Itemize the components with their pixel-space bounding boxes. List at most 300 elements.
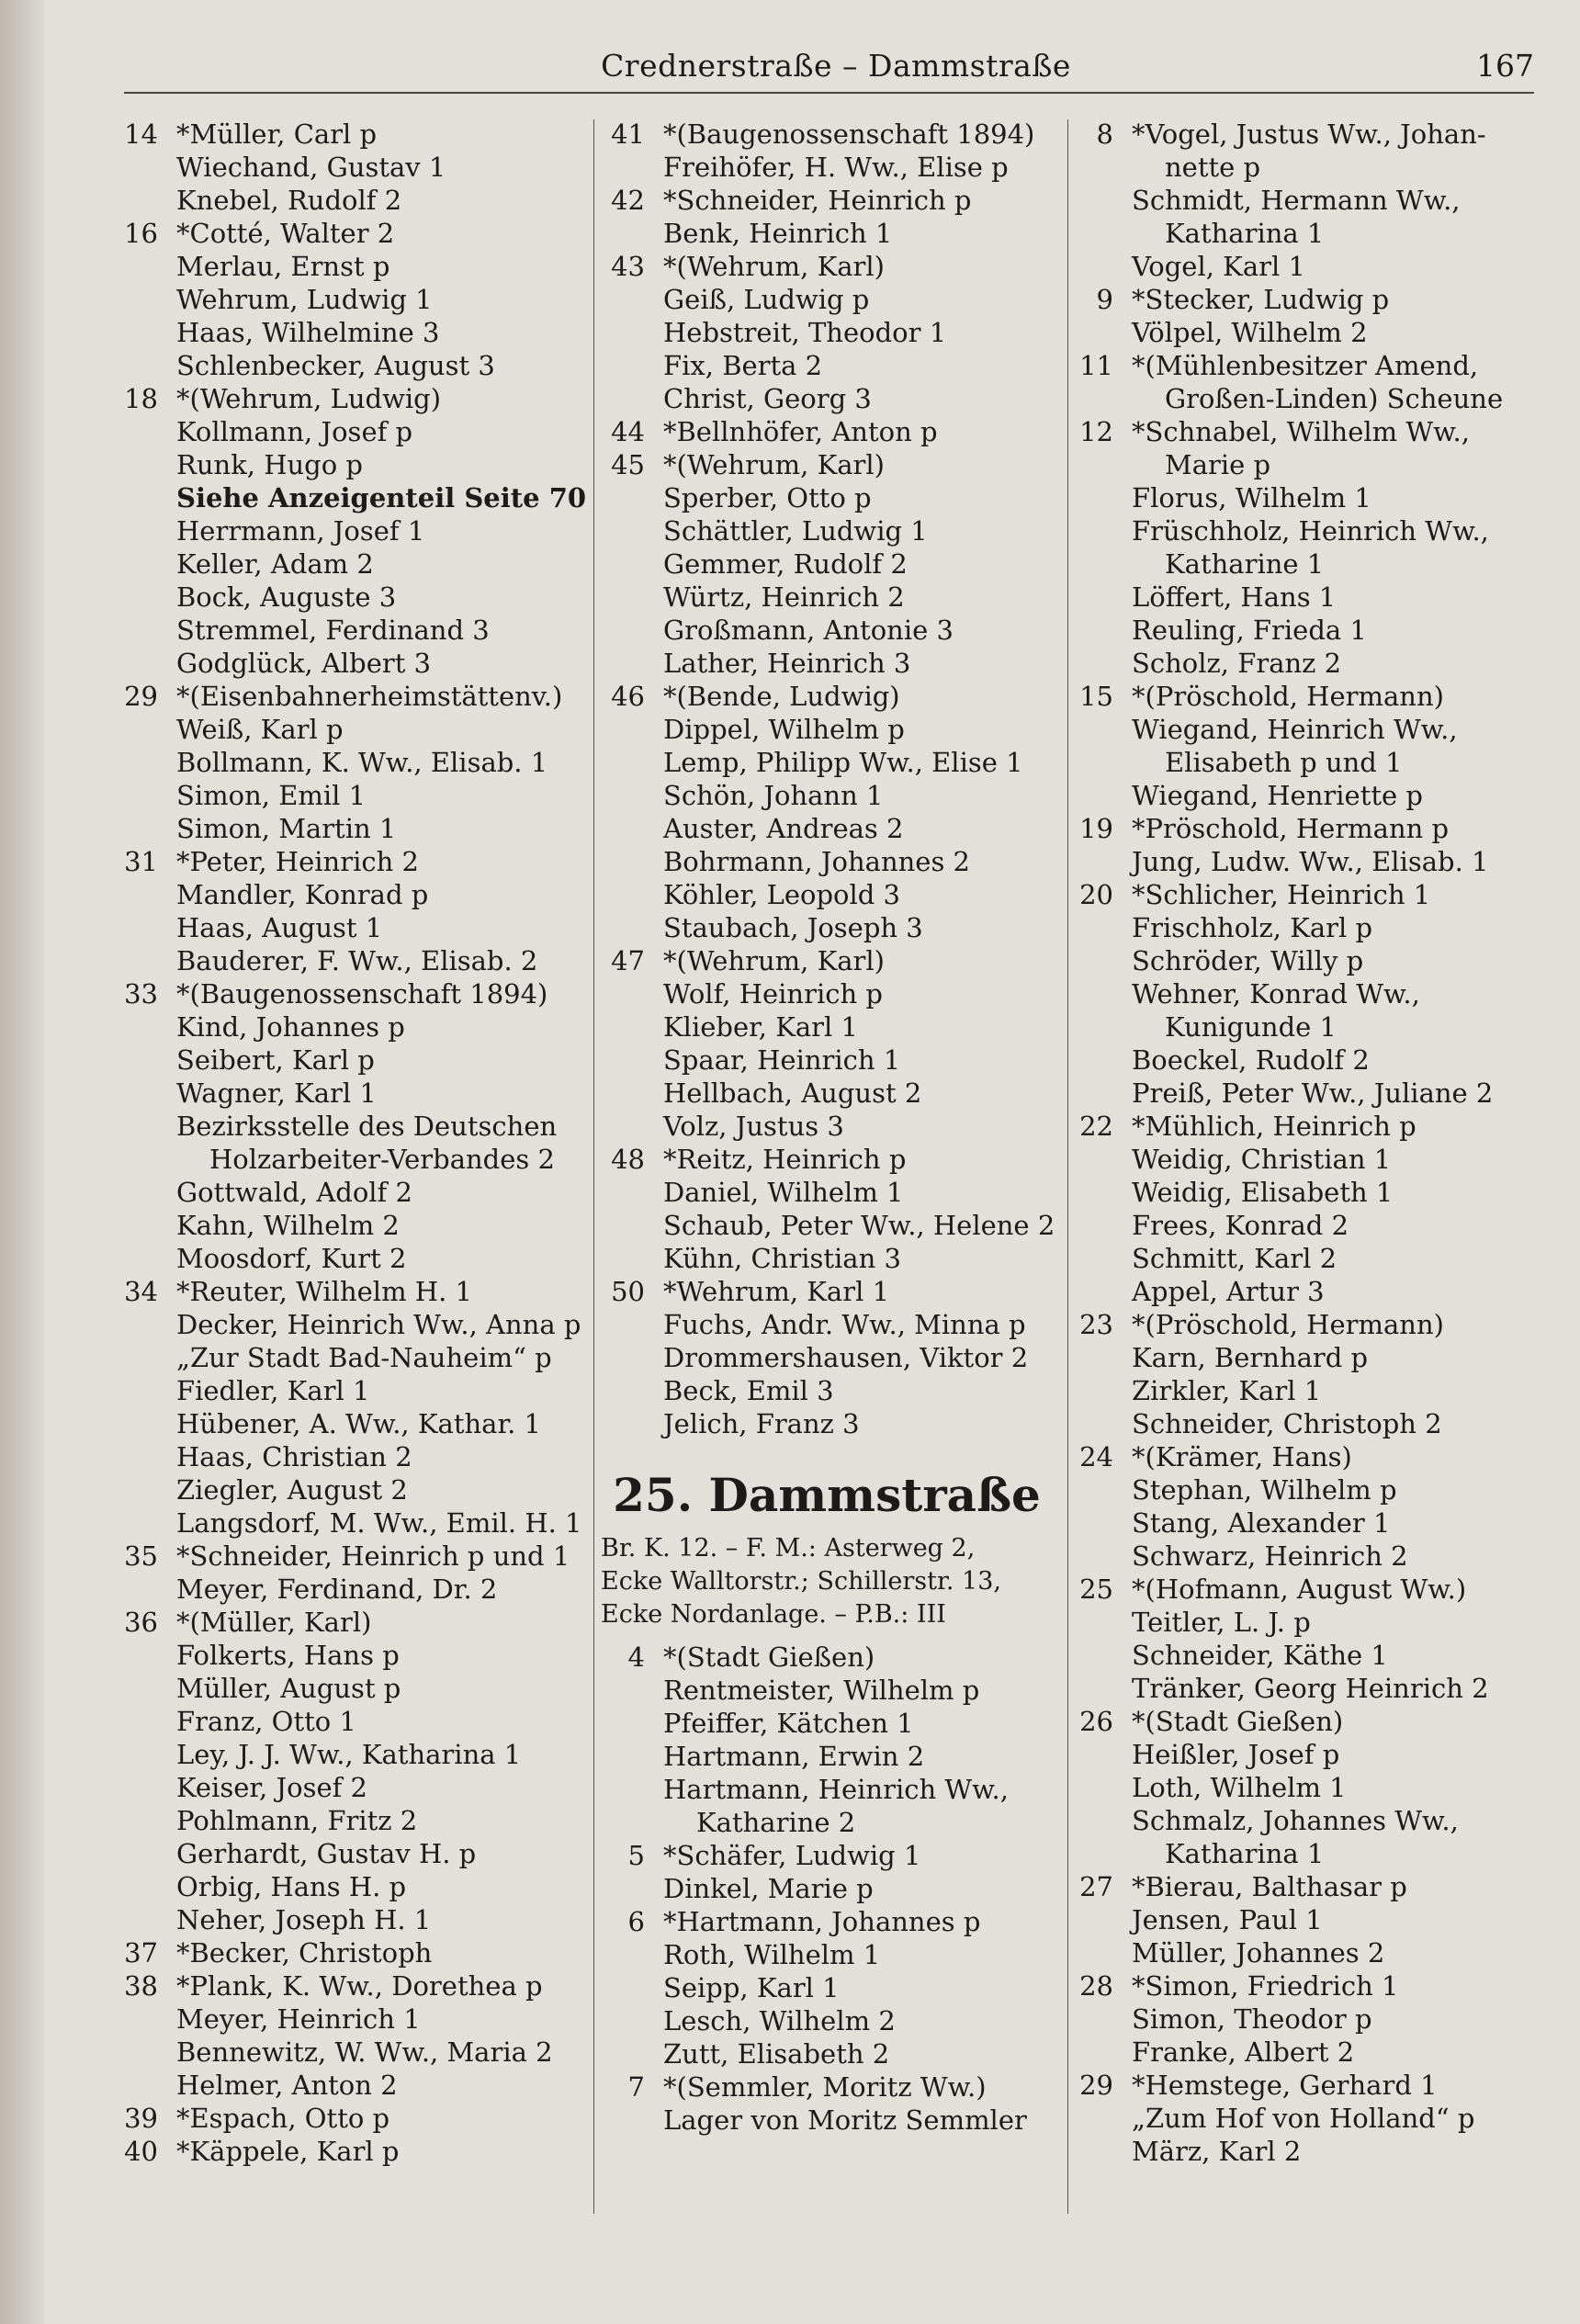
directory-entry	[597, 812, 1056, 845]
resident-name: *Schnabel, Wilhelm Ww.,	[1132, 416, 1470, 447]
directory-entry	[1066, 2069, 1543, 2102]
directory-entry	[597, 1275, 1056, 1308]
resident-name: Gerhardt, Gustav H. p	[176, 1838, 477, 1869]
directory-entry	[597, 1674, 1056, 1707]
directory-entry	[597, 713, 1056, 746]
directory-entry	[110, 647, 588, 680]
section-info-line: Ecke Nordanlage. – P.B.: III	[601, 1600, 946, 1629]
directory-entry	[1066, 680, 1543, 713]
directory-entry	[110, 1705, 588, 1738]
resident-name: Merlau, Ernst p	[176, 251, 390, 282]
directory-entry	[1066, 845, 1543, 878]
house-number: 42	[611, 185, 645, 216]
resident-name: Hartmann, Heinrich Ww.,	[663, 1774, 1009, 1805]
running-head: Crednerstraße – Dammstraße	[601, 48, 1071, 84]
directory-entry	[597, 1407, 1056, 1440]
directory-entry	[1066, 547, 1543, 581]
house-number: 39	[124, 2103, 158, 2134]
house-number: 47	[611, 945, 645, 976]
directory-entry	[110, 547, 588, 581]
resident-name: Schättler, Ludwig 1	[663, 515, 928, 547]
resident-name: Pohlmann, Fritz 2	[176, 1805, 418, 1836]
directory-entry	[1066, 316, 1543, 349]
directory-entry	[110, 1077, 588, 1110]
directory-entry	[1066, 1044, 1543, 1077]
resident-name: Benk, Heinrich 1	[663, 218, 893, 249]
directory-entry	[1066, 118, 1543, 151]
resident-name: Hellbach, August 2	[663, 1077, 922, 1109]
resident-name: Großmann, Antonie 3	[663, 615, 954, 646]
resident-name: Orbig, Hans H. p	[176, 1871, 407, 1902]
directory-entry	[110, 680, 588, 713]
resident-name: *Vogel, Justus Ww., Johan-	[1132, 118, 1486, 150]
directory-entry	[1066, 1969, 1543, 2002]
directory-entry	[110, 1771, 588, 1804]
resident-name: Löffert, Hans 1	[1132, 581, 1337, 613]
resident-name: *(Eisenbahnerheimstättenv.)	[176, 681, 563, 712]
resident-name: Hebstreit, Theodor 1	[663, 317, 947, 348]
resident-name: Volz, Justus 3	[663, 1111, 844, 1142]
house-number: 16	[124, 218, 158, 249]
resident-name: Geiß, Ludwig p	[663, 284, 870, 315]
resident-name: Fiedler, Karl 1	[176, 1375, 370, 1406]
resident-name: Boeckel, Rudolf 2	[1132, 1044, 1370, 1076]
house-number: 27	[1079, 1871, 1113, 1902]
directory-entry	[110, 944, 588, 977]
house-number: 19	[1079, 813, 1113, 844]
resident-name: nette p	[1165, 152, 1261, 183]
directory-entry	[110, 1506, 588, 1540]
directory-entry	[1066, 151, 1543, 184]
resident-name: *(Wehrum, Karl)	[663, 251, 885, 282]
resident-name: Wiechand, Gustav 1	[176, 152, 446, 183]
resident-name: Schlenbecker, August 3	[176, 350, 495, 381]
resident-name: Haas, Christian 2	[176, 1441, 412, 1472]
directory-entry	[110, 283, 588, 316]
directory-entry	[597, 1143, 1056, 1176]
directory-entry	[110, 1738, 588, 1771]
directory-entry	[110, 1341, 588, 1374]
column-2	[597, 118, 1056, 2137]
directory-entry	[1066, 1010, 1543, 1044]
house-number: 26	[1079, 1706, 1113, 1737]
resident-name: *Mühlich, Heinrich p	[1132, 1111, 1416, 1142]
directory-entry	[597, 382, 1056, 415]
directory-entry	[1066, 1242, 1543, 1275]
resident-name: Decker, Heinrich Ww., Anna p	[176, 1309, 581, 1340]
resident-name: Weiß, Karl p	[176, 714, 344, 745]
directory-entry	[597, 1641, 1056, 1674]
resident-name: Schwarz, Heinrich 2	[1132, 1540, 1408, 1572]
resident-name: Bauderer, F. Ww., Elisab. 2	[176, 945, 538, 976]
directory-entry	[597, 547, 1056, 581]
resident-name: Lesch, Wilhelm 2	[663, 2005, 896, 2036]
resident-name: *(Bende, Ludwig)	[663, 681, 900, 712]
resident-name: Reuling, Frieda 1	[1132, 615, 1367, 646]
house-number: 25	[1079, 1574, 1113, 1605]
resident-name: Kind, Johannes p	[176, 1011, 405, 1043]
resident-name: Seipp, Karl 1	[663, 1972, 840, 2003]
resident-name: Früschholz, Heinrich Ww.,	[1132, 515, 1489, 547]
house-number: 7	[627, 2071, 645, 2103]
resident-name: Fuchs, Andr. Ww., Minna p	[663, 1309, 1026, 1340]
directory-entry	[110, 1606, 588, 1639]
directory-entry	[597, 2004, 1056, 2037]
house-number: 28	[1079, 1970, 1113, 2002]
directory-entry	[1066, 217, 1543, 250]
resident-name: Kühn, Christian 3	[663, 1243, 901, 1274]
directory-entry	[1066, 812, 1543, 845]
directory-entry	[1066, 1705, 1543, 1738]
resident-name: Katharine 1	[1165, 548, 1325, 580]
directory-entry	[1066, 514, 1543, 547]
directory-entry	[597, 845, 1056, 878]
directory-entry	[1066, 1209, 1543, 1242]
directory-entry	[597, 647, 1056, 680]
page-edge	[0, 0, 44, 2324]
directory-entry	[597, 1773, 1056, 1806]
directory-entry	[1066, 2036, 1543, 2069]
directory-entry	[1066, 283, 1543, 316]
resident-name: Appel, Artur 3	[1132, 1276, 1325, 1307]
house-number: 20	[1079, 879, 1113, 910]
resident-name: Schön, Johann 1	[663, 780, 884, 811]
resident-name: *(Stadt Gießen)	[1132, 1706, 1344, 1737]
resident-name: *(Baugenossenschaft 1894)	[176, 978, 548, 1010]
resident-name: Drommershausen, Viktor 2	[663, 1342, 1029, 1373]
house-number: 5	[627, 1840, 645, 1871]
directory-entry	[110, 514, 588, 547]
resident-name: Schmitt, Karl 2	[1132, 1243, 1337, 1274]
directory-entry	[1066, 944, 1543, 977]
advert-reference: Siehe Anzeigenteil Seite 70	[176, 482, 587, 513]
resident-name: *(Semmler, Moritz Ww.)	[663, 2071, 987, 2103]
resident-name: Schmidt, Hermann Ww.,	[1132, 185, 1461, 216]
directory-entry	[597, 944, 1056, 977]
directory-entry	[1066, 1440, 1543, 1473]
directory-entry	[110, 812, 588, 845]
resident-name: *Plank, K. Ww., Dorethea p	[176, 1970, 543, 2002]
directory-entry	[110, 845, 588, 878]
resident-name: Lager von Moritz Semmler	[663, 2104, 1027, 2136]
directory-entry	[110, 1374, 588, 1407]
directory-entry	[1066, 2135, 1543, 2168]
resident-name: Bohrmann, Johannes 2	[663, 846, 971, 877]
directory-entry	[1066, 977, 1543, 1010]
directory-entry	[110, 2069, 588, 2102]
resident-name: Wagner, Karl 1	[176, 1077, 377, 1109]
directory-entry	[1066, 1110, 1543, 1143]
directory-entry	[110, 2135, 588, 2168]
directory-entry	[110, 316, 588, 349]
directory-entry	[1066, 614, 1543, 647]
directory-entry	[1066, 1903, 1543, 1936]
directory-entry	[597, 1374, 1056, 1407]
resident-name: Wehner, Konrad Ww.,	[1132, 978, 1420, 1010]
directory-entry	[597, 1308, 1056, 1341]
resident-name: Ley, J. J. Ww., Katharina 1	[176, 1739, 522, 1770]
resident-name: Schmalz, Johannes Ww.,	[1132, 1805, 1459, 1836]
directory-entry	[1066, 1672, 1543, 1705]
resident-name: *(Krämer, Hans)	[1132, 1441, 1352, 1472]
directory-entry	[110, 1573, 588, 1606]
resident-name: Weidig, Elisabeth 1	[1132, 1177, 1394, 1208]
resident-name: Großen-Linden) Scheune	[1165, 383, 1504, 414]
directory-entry	[597, 481, 1056, 514]
directory-entry	[597, 1077, 1056, 1110]
resident-name: Helmer, Anton 2	[176, 2070, 398, 2101]
resident-name: Moosdorf, Kurt 2	[176, 1243, 407, 1274]
directory-entry	[110, 250, 588, 283]
directory-entry	[110, 1639, 588, 1672]
resident-name: Daniel, Wilhelm 1	[663, 1177, 904, 1208]
resident-name: Haas, Wilhelmine 3	[176, 317, 440, 348]
section-info-line: Br. K. 12. – F. M.: Asterweg 2,	[601, 1534, 976, 1562]
directory-entry	[597, 415, 1056, 448]
resident-name: *Schneider, Heinrich p	[663, 185, 972, 216]
directory-entry	[1066, 1606, 1543, 1639]
resident-name: *Reitz, Heinrich p	[663, 1144, 907, 1175]
house-number: 36	[124, 1607, 158, 1638]
house-number: 9	[1096, 284, 1113, 315]
directory-entry	[1066, 1176, 1543, 1209]
directory-entry	[597, 118, 1056, 151]
resident-name: Scholz, Franz 2	[1132, 648, 1342, 679]
directory-entry	[110, 911, 588, 944]
resident-name: Dinkel, Marie p	[663, 1873, 874, 1904]
directory-entry	[597, 250, 1056, 283]
resident-name: Lemp, Philipp Ww., Elise 1	[663, 747, 1023, 778]
resident-name: *Becker, Christoph	[176, 1937, 433, 1969]
resident-name: *Simon, Friedrich 1	[1132, 1970, 1399, 2002]
directory-entry	[110, 1209, 588, 1242]
house-number: 41	[611, 118, 645, 150]
resident-name: Florus, Wilhelm 1	[1132, 482, 1371, 513]
resident-name: Dippel, Wilhelm p	[663, 714, 905, 745]
resident-name: Zirkler, Karl 1	[1132, 1375, 1322, 1406]
resident-name: Roth, Wilhelm 1	[663, 1939, 881, 1970]
resident-name: Müller, Johannes 2	[1132, 1937, 1385, 1969]
resident-name: Tränker, Georg Heinrich 2	[1132, 1673, 1489, 1704]
resident-name: Loth, Wilhelm 1	[1132, 1772, 1347, 1803]
directory-entry	[597, 878, 1056, 911]
resident-name: *Hartmann, Johannes p	[663, 1906, 981, 1937]
directory-entry	[110, 1837, 588, 1870]
directory-entry	[597, 746, 1056, 779]
directory-entry	[1066, 1341, 1543, 1374]
directory-entry	[110, 1804, 588, 1837]
resident-name: Hübener, A. Ww., Kathar. 1	[176, 1408, 542, 1439]
resident-name: Folkerts, Hans p	[176, 1640, 400, 1671]
spacer	[597, 1631, 1056, 1641]
resident-name: Katharina 1	[1165, 1838, 1325, 1869]
resident-name: Langsdorf, M. Ww., Emil. H. 1	[176, 1507, 582, 1539]
house-number: 23	[1079, 1309, 1113, 1340]
resident-name: Wehrum, Ludwig 1	[176, 284, 433, 315]
house-number: 8	[1096, 118, 1113, 150]
resident-name: Gemmer, Rudolf 2	[663, 548, 908, 580]
directory-entry	[110, 1903, 588, 1936]
directory-entry	[1066, 911, 1543, 944]
resident-name: *Schäfer, Ludwig 1	[663, 1840, 921, 1871]
resident-name: *(Wehrum, Karl)	[663, 945, 885, 976]
directory-entry	[1066, 1407, 1543, 1440]
resident-name: Preiß, Peter Ww., Juliane 2	[1132, 1077, 1494, 1109]
resident-name: *Stecker, Ludwig p	[1132, 284, 1390, 315]
directory-entry	[1066, 1473, 1543, 1506]
directory-entry	[597, 1242, 1056, 1275]
house-number: 37	[124, 1937, 158, 1969]
directory-entry	[1066, 1837, 1543, 1870]
resident-name: *Schlicher, Heinrich 1	[1132, 879, 1431, 910]
resident-name: Katharine 2	[696, 1807, 856, 1838]
resident-name: Müller, August p	[176, 1673, 401, 1704]
house-number: 29	[124, 681, 158, 712]
page-number: 167	[1476, 48, 1534, 84]
directory-entry	[1066, 1936, 1543, 1969]
house-number: 31	[124, 846, 158, 877]
directory-entry	[110, 1143, 588, 1176]
resident-name: März, Karl 2	[1132, 2136, 1302, 2167]
resident-name: Schneider, Käthe 1	[1132, 1640, 1388, 1671]
directory-entry	[1066, 1738, 1543, 1771]
directory-entry	[1066, 1143, 1543, 1176]
directory-entry	[1066, 184, 1543, 217]
resident-name: Karn, Bernhard p	[1132, 1342, 1369, 1373]
resident-name: Jelich, Franz 3	[663, 1408, 860, 1439]
directory-entry	[110, 1275, 588, 1308]
resident-name: *(Hofmann, August Ww.)	[1132, 1574, 1467, 1605]
resident-name: Wolf, Heinrich p	[663, 978, 883, 1010]
resident-name: *Bellnhöfer, Anton p	[663, 416, 938, 447]
directory-entry	[597, 911, 1056, 944]
directory-entry	[597, 2104, 1056, 2137]
resident-name: „Zum Hof von Holland“ p	[1132, 2103, 1475, 2134]
resident-name: *(Wehrum, Ludwig)	[176, 383, 442, 414]
resident-name: Marie p	[1165, 449, 1271, 480]
resident-name: Zutt, Elisabeth 2	[663, 2038, 890, 2070]
resident-name: Bennewitz, W. Ww., Maria 2	[176, 2036, 553, 2068]
resident-name: Frees, Konrad 2	[1132, 1210, 1349, 1241]
house-number: 12	[1079, 416, 1113, 447]
resident-name: Runk, Hugo p	[176, 449, 363, 480]
directory-entry	[110, 1044, 588, 1077]
resident-name: Katharina 1	[1165, 218, 1325, 249]
directory-entry	[597, 1971, 1056, 2004]
directory-entry	[1066, 349, 1543, 382]
resident-name: Jensen, Paul 1	[1132, 1904, 1323, 1935]
directory-entry	[597, 1806, 1056, 1839]
directory-entry	[597, 1044, 1056, 1077]
header-rule	[124, 92, 1534, 94]
directory-entry	[597, 151, 1056, 184]
directory-entry	[597, 1176, 1056, 1209]
section-title: 25. Dammstraße	[613, 1468, 1041, 1522]
resident-name: Mandler, Konrad p	[176, 879, 429, 910]
resident-name: *(Pröschold, Hermann)	[1132, 1309, 1444, 1340]
resident-name: Keller, Adam 2	[176, 548, 374, 580]
resident-name: Stremmel, Ferdinand 3	[176, 615, 490, 646]
column-2-entries	[597, 118, 1056, 1440]
directory-entry	[110, 415, 588, 448]
resident-name: *(Müller, Karl)	[176, 1607, 372, 1638]
resident-name: Staubach, Joseph 3	[663, 912, 923, 943]
directory-entry	[597, 448, 1056, 481]
directory-entry	[597, 581, 1056, 614]
directory-entry	[597, 1707, 1056, 1740]
directory-entry	[110, 481, 588, 514]
resident-name: *(Wehrum, Karl)	[663, 449, 885, 480]
house-number: 45	[611, 449, 645, 480]
house-number: 35	[124, 1540, 158, 1572]
resident-name: Simon, Emil 1	[176, 780, 367, 811]
resident-name: Simon, Martin 1	[176, 813, 397, 844]
resident-name: *(Pröschold, Hermann)	[1132, 681, 1444, 712]
directory-entry	[1066, 448, 1543, 481]
resident-name: Wiegand, Henriette p	[1132, 780, 1423, 811]
resident-name: Knebel, Rudolf 2	[176, 185, 402, 216]
directory-entry	[110, 118, 588, 151]
resident-name: *Schneider, Heinrich p und 1	[176, 1540, 570, 1572]
directory-entry	[597, 1905, 1056, 1938]
resident-name: Frischholz, Karl p	[1132, 912, 1373, 943]
directory-entry	[110, 614, 588, 647]
directory-entry	[1066, 779, 1543, 812]
resident-name: Vogel, Karl 1	[1132, 251, 1305, 282]
directory-entry	[110, 1540, 588, 1573]
resident-name: Ziegler, August 2	[176, 1474, 408, 1506]
directory-entry	[110, 1440, 588, 1473]
directory-entry	[1066, 2002, 1543, 2036]
resident-name: Lather, Heinrich 3	[663, 648, 911, 679]
resident-name: Schröder, Willy p	[1132, 945, 1364, 976]
resident-name: Spaar, Heinrich 1	[663, 1044, 901, 1076]
house-number: 38	[124, 1970, 158, 2002]
resident-name: Bezirksstelle des Deutschen	[176, 1111, 558, 1142]
directory-entry	[597, 316, 1056, 349]
resident-name: Herrmann, Josef 1	[176, 515, 425, 547]
column-3	[1066, 118, 1543, 2168]
directory-entry	[110, 1672, 588, 1705]
resident-name: Auster, Andreas 2	[663, 813, 904, 844]
directory-entry	[1066, 1540, 1543, 1573]
resident-name: Kollmann, Josef p	[176, 416, 413, 447]
column-divider	[593, 119, 594, 2214]
resident-name: Pfeiffer, Kätchen 1	[663, 1708, 914, 1739]
resident-name: *(Mühlenbesitzer Amend,	[1132, 350, 1479, 381]
resident-name: Bock, Auguste 3	[176, 581, 397, 613]
house-number: 6	[627, 1906, 645, 1937]
resident-name: *Pröschold, Hermann p	[1132, 813, 1450, 844]
directory-entry	[597, 1341, 1056, 1374]
directory-entry	[110, 581, 588, 614]
resident-name: Schaub, Peter Ww., Helene 2	[663, 1210, 1055, 1241]
directory-entry	[110, 382, 588, 415]
directory-entry	[597, 2037, 1056, 2070]
resident-name: Seibert, Karl p	[176, 1044, 375, 1076]
resident-name: Jung, Ludw. Ww., Elisab. 1	[1132, 846, 1489, 877]
house-number: 48	[611, 1144, 645, 1175]
resident-name: Keiser, Josef 2	[176, 1772, 368, 1803]
resident-name: Hartmann, Erwin 2	[663, 1741, 925, 1772]
directory-entry	[597, 2070, 1056, 2104]
directory-entry	[1066, 1573, 1543, 1606]
resident-name: *Wehrum, Karl 1	[663, 1276, 890, 1307]
resident-name: Godglück, Albert 3	[176, 648, 432, 679]
resident-name: Kunigunde 1	[1165, 1011, 1337, 1043]
resident-name: Franke, Albert 2	[1132, 2036, 1355, 2068]
section-entries	[597, 1641, 1056, 2137]
